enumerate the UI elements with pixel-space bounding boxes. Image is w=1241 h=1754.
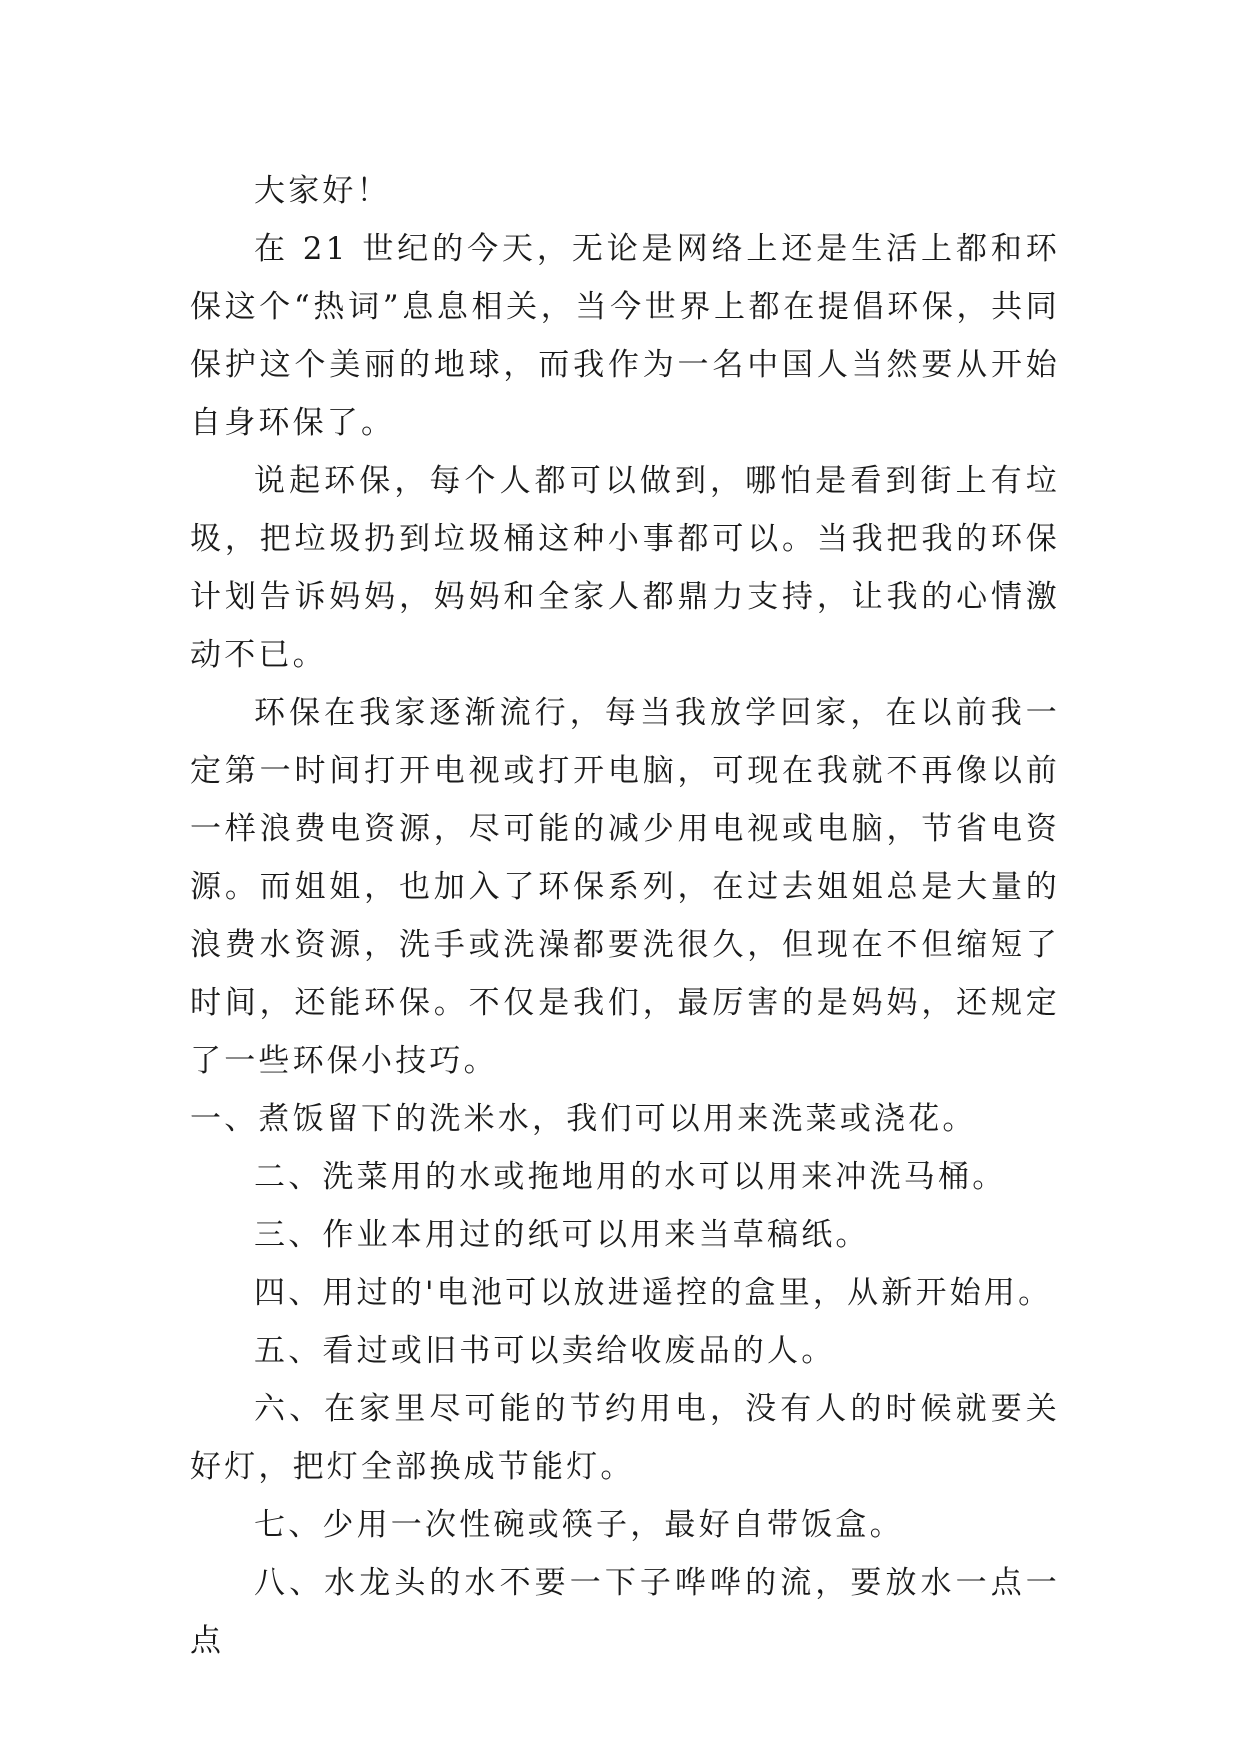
- tip-item: 五、看过或旧书可以卖给收废品的人。: [254, 1333, 836, 1369]
- tip-item: 三、作业本用过的纸可以用来当草稿纸。: [254, 1217, 870, 1253]
- intro-paragraph: 在 21 世纪的今天，无论是网络上还是生活上都和环保这个“热词”息息相关，当今世界上都在提倡环保，共同保护这个美丽的地球，而我作为一名中国人当然要从开始自身环保了。: [190, 231, 1060, 441]
- tip-item: 七、少用一次性碗或筷子，最好自带饭盒。: [254, 1507, 904, 1543]
- tip-item: 六、在家里尽可能的节约用电，没有人的时候就要关好灯，把灯全部换成节能灯。: [190, 1391, 1060, 1485]
- greeting-paragraph: 大家好！: [254, 173, 391, 209]
- tip-item: 八、水龙头的水不要一下子哗哗的流，要放水一点一点: [190, 1565, 1060, 1659]
- tip-item: 二、洗菜用的水或拖地用的水可以用来冲洗马桶。: [254, 1159, 1007, 1195]
- body-paragraph: 说起环保，每个人都可以做到，哪怕是看到街上有垃圾，把垃圾扔到垃圾桶这种小事都可以。当我把我的环保计划告诉妈妈，妈妈和全家人都鼎力支持，让我的心情激动不已。: [190, 463, 1060, 673]
- tip-item: 一、煮饭留下的洗米水，我们可以用来洗菜或浇花。: [190, 1101, 977, 1137]
- tip-item: 四、用过的'电池可以放进遥控的盒里，从新开始用。: [254, 1275, 1053, 1311]
- document-body: [190, 162, 1060, 1670]
- body-paragraph: 环保在我家逐渐流行，每当我放学回家，在以前我一定第一时间打开电视或打开电脑，可现在我就不再像以前一样浪费电资源，尽可能的减少用电视或电脑，节省电资源。而姐姐，也加入了环保系列，在过去姐姐总是大量的浪费水资源，洗手或洗澡都要洗很久，但现在不但缩短了时间，还能环保。不仅是我们，最厉害的是妈妈，还规定了一些环保小技巧。: [190, 695, 1060, 1079]
